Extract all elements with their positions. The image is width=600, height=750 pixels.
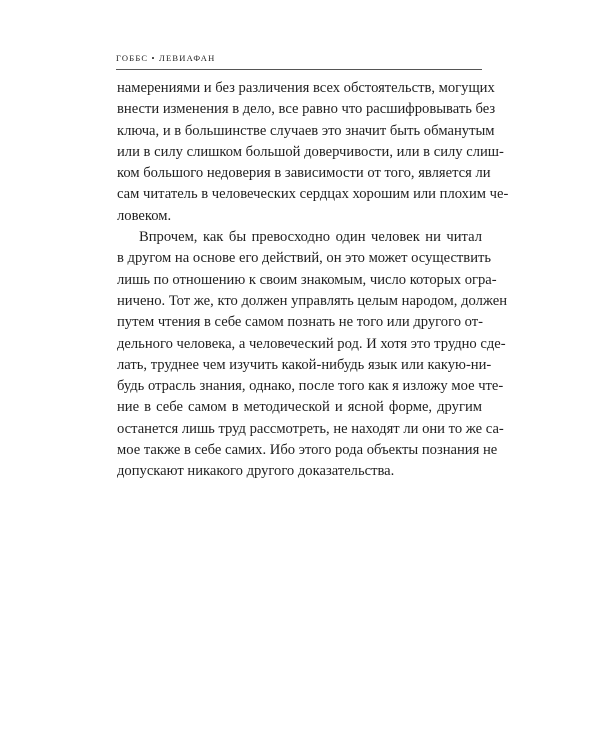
text-line: ние в себе самом в методической и ясной форме, другим — [117, 399, 482, 416]
text-line: мое также в себе самих. Ибо этого рода объекты познания не — [117, 442, 498, 459]
text-line: сам читатель в человеческих сердцах хорошим или плохим че- — [117, 186, 509, 203]
text-line: допускают никакого другого доказательства. — [117, 463, 395, 480]
running-head: ГОББС • ЛЕВИАФАН — [116, 53, 216, 63]
body-text — [117, 78, 509, 483]
text-line: ком большого недоверия в зависимости от того, является ли — [117, 165, 491, 182]
text-line: дельного человека, а человеческий род. И хотя это трудно сде- — [117, 335, 506, 352]
text-line: останется лишь труд рассмотреть, не находят ли они то же са- — [117, 420, 504, 437]
text-line: намерениями и без различения всех обстоятельств, могущих — [117, 80, 495, 96]
text-line: внести изменения в дело, все равно что расшифровывать без — [117, 101, 496, 118]
header-rule — [116, 69, 482, 70]
text-line: Впрочем, как бы превосходно один человек ни читал — [139, 229, 482, 246]
text-line: в другом на основе его действий, он это может осуществить — [117, 250, 492, 267]
paragraph-1 — [117, 78, 509, 227]
text-line: ключа, и в большинстве случаев это значит быть обманутым — [117, 122, 495, 139]
text-line: ничено. Тот же, кто должен управлять целым народом, должен — [117, 292, 508, 309]
text-line: лать, труднее чем изучить какой-нибудь язык или какую-ни- — [117, 356, 492, 373]
text-line: путем чтения в себе самом познать не того или другого от- — [117, 314, 483, 331]
text-line: лишь по отношению к своим знакомым, число которых огра- — [117, 271, 497, 288]
text-line: будь отрасль знания, однако, после того как я изложу мое чте- — [117, 378, 504, 395]
paragraph-2 — [117, 227, 508, 483]
text-line: ловеком. — [117, 207, 172, 224]
text-line: или в силу слишком большой доверчивости, или в силу слиш- — [117, 143, 504, 160]
